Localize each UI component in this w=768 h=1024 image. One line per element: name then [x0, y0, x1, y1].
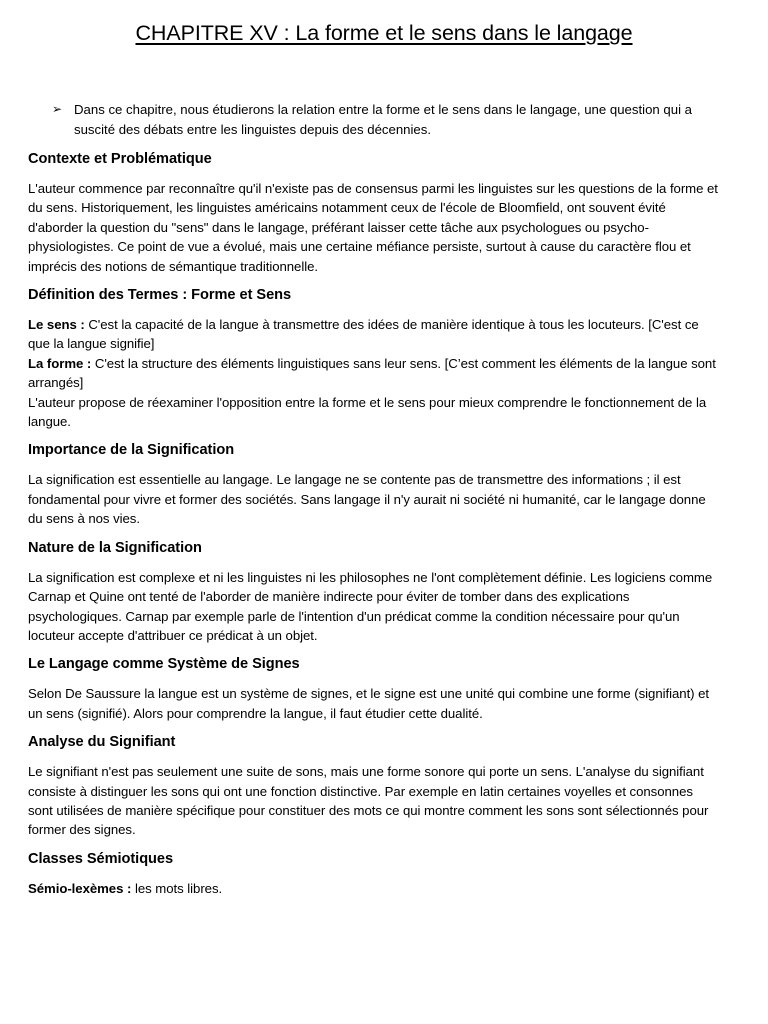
classes-item	[28, 879, 718, 898]
intro-text: Dans ce chapitre, nous étudierons la relation entre la forme et le sens dans le langage, une question qui a suscité des débats entre les linguistes depuis des décennies.	[74, 102, 693, 137]
section-heading: Classes Sémiotiques	[28, 850, 174, 867]
definition-forme	[28, 354, 718, 393]
section-systeme	[28, 653, 718, 723]
section-heading: Analyse du Signifiant	[28, 734, 176, 751]
section-paragraph: La signification est essentielle au langage. Le langage ne se contente pas de transmettre des informations ; il est fondamental pour vivre et former des sociétés. Sans langage il n'y aurait ni société ni humanité, car le langage donne du sens à nos vies.	[28, 472, 706, 527]
section-heading: Nature de la Signification	[28, 539, 202, 556]
section-paragraph: Le signifiant n'est pas seulement une suite de sons, mais une forme sonore qui porte un sens. L'analyse du signifiant consiste à distinguer les sons qui ont une fonction distinctive. Par exemple en latin certaines voyelles et consonnes sont utilisées de manière spécifique pour constituer des mots ce qui montre comment les sons sont sélectionnés pour former des signes.	[28, 764, 709, 838]
section-contexte	[28, 148, 718, 276]
document-body	[28, 148, 718, 906]
forme-term: La forme :	[28, 355, 92, 371]
section-heading: Contexte et Problématique	[28, 151, 212, 167]
sens-text: C'est la capacité de la langue à transmettre des idées de manière identique à tous les locuteurs. [C'est ce que la langue signifie]	[28, 317, 699, 352]
section-classes	[28, 848, 718, 898]
section-paragraph: Selon De Saussure la langue est un système de signes, et le signe est une unité qui combine une forme (signifiant) et un sens (signifié). Alors pour comprendre la langue, il faut étudier cette dualité.	[28, 686, 710, 721]
section-definition	[28, 284, 718, 431]
section-heading: Définition des Termes : Forme et Sens	[28, 287, 292, 304]
classes-text: les mots libres.	[131, 880, 223, 896]
classes-term: Sémio-lexèmes :	[28, 880, 132, 896]
definition-conclusion: L'auteur propose de réexaminer l'opposition entre la forme et le sens pour mieux comprendre le fonctionnement de la langue.	[28, 394, 707, 430]
intro-bullet	[52, 100, 702, 139]
page-title: CHAPITRE XV : La forme et le sens dans le langage	[135, 21, 633, 45]
section-heading: Importance de la Signification	[28, 442, 235, 459]
forme-text: C'est la structure des éléments linguistiques sans leur sens. [C’est comment les éléments de la langue sont arrangés]	[28, 355, 716, 391]
section-paragraph: L'auteur commence par reconnaître qu'il n'existe pas de consensus parmi les linguistes sur les questions de la forme et du sens. Historiquement, les linguistes américains notamment ceux de l'école de Bloomfield, ont souvent évité d'aborder la question du "sens" dans le langage, préférant laisser cette tâche aux psychologues ou psycho-physiologistes. Ce point de vue a évolué, mais une certaine méfiance persiste, surtout à cause du caractère flou et imprécis des notions de sémantique traditionnelle.	[28, 181, 718, 274]
section-importance	[28, 439, 718, 528]
section-heading: Le Langage comme Système de Signes	[28, 656, 300, 673]
arrow-bullet-icon: ➢	[52, 102, 63, 116]
section-nature	[28, 537, 718, 646]
sens-term: Le sens :	[28, 317, 85, 333]
definition-sens	[28, 315, 718, 354]
section-paragraph: La signification est complexe et ni les linguistes ni les philosophes ne l'ont complètement définie. Les logiciens comme Carnap et Quine ont tenté de l'aborder de manière indirecte pour éviter de tomber dans des explications psychologiques. Carnap par exemple parle de l'intention d'un prédicat comme la condition nécessaire pour qu'un locuteur accepte d'attribuer ce prédicat à un objet.	[28, 569, 713, 643]
section-signifiant	[28, 731, 718, 840]
